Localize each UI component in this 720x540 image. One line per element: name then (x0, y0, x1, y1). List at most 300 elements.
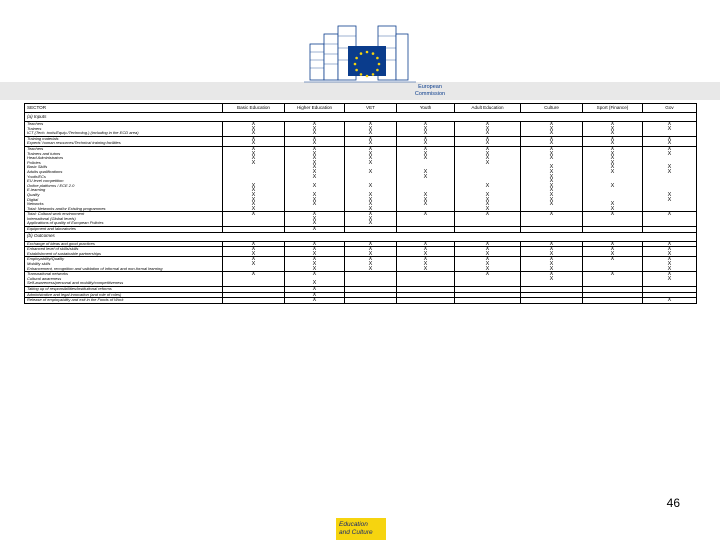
x-mark: X (549, 164, 554, 171)
table-row (25, 257, 697, 272)
row-label: Policies (27, 159, 41, 165)
column-header: VET (345, 104, 397, 113)
x-mark: X (610, 182, 615, 189)
x-mark: X (368, 159, 373, 166)
mark-cell (583, 298, 643, 304)
x-mark: X (368, 256, 373, 263)
x-mark: X (485, 250, 490, 257)
row-label: Digital (27, 196, 39, 202)
x-mark: X (312, 265, 317, 272)
logo-line-2: Commission (414, 90, 446, 97)
x-mark: X (610, 250, 615, 257)
mark-cell (397, 257, 455, 272)
mark-cell (397, 122, 455, 137)
x-mark: X (312, 280, 317, 287)
table-row (25, 122, 697, 137)
x-mark: X (667, 125, 672, 132)
table-row (25, 212, 697, 227)
x-mark: X (667, 256, 672, 263)
row-label: Quality (27, 191, 40, 197)
mark-cell (285, 212, 345, 227)
x-mark: X (549, 261, 554, 268)
section-title: (b) Outcomes (25, 232, 697, 241)
mark-cell (455, 136, 521, 146)
row-label: Enhanced level of skills/skills (27, 246, 79, 252)
x-mark: X (549, 246, 554, 253)
x-mark: X (251, 196, 256, 203)
x-mark: X (423, 196, 428, 203)
mark-cell (583, 136, 643, 146)
row-labels-cell (25, 146, 223, 211)
x-mark: X (549, 250, 554, 257)
x-mark: X (549, 121, 554, 127)
x-mark: X (312, 256, 317, 263)
x-mark: X (610, 140, 615, 147)
x-mark: X (312, 215, 317, 222)
table-row (25, 298, 697, 304)
x-mark: X (251, 201, 256, 208)
empty-mark (457, 227, 518, 232)
x-mark: X (251, 155, 256, 162)
empty-mark (347, 227, 394, 232)
row-labels-cell (25, 136, 223, 146)
x-mark: X (312, 286, 317, 292)
x-mark: X (251, 211, 256, 218)
x-mark: X (549, 256, 554, 263)
x-mark: X (423, 168, 428, 175)
x-mark: X (549, 173, 554, 180)
column-header: Gov (643, 104, 697, 113)
x-mark: X (549, 125, 554, 132)
mark-cell (643, 122, 697, 137)
x-mark: X (610, 246, 615, 253)
column-header: Adult Education (455, 104, 521, 113)
row-label: Trainers (27, 125, 42, 131)
mark-cell (345, 298, 397, 304)
mark-cell (345, 136, 397, 146)
x-mark: X (610, 271, 615, 278)
tag-line-1: Education (339, 521, 368, 528)
x-mark: X (312, 155, 317, 162)
x-mark: X (610, 145, 615, 152)
row-label: Transnational networks (27, 271, 69, 277)
x-mark: X (312, 220, 317, 227)
x-mark: X (251, 130, 256, 137)
row-label: Head Administrators (27, 155, 64, 161)
x-mark: X (667, 191, 672, 198)
x-mark: X (549, 275, 554, 282)
row-label: Establishment of sustainable partnerships (27, 250, 102, 256)
row-label: Enhancement, recognition and validation of informal and non-formal learning (27, 265, 163, 271)
empty-mark (585, 298, 640, 303)
empty-mark (399, 287, 452, 292)
x-mark: X (549, 265, 554, 272)
empty-mark (585, 227, 640, 232)
x-mark: X (423, 130, 428, 137)
row-label: Basic Skills (27, 164, 48, 170)
x-mark: X (251, 140, 256, 147)
x-mark: X (549, 191, 554, 198)
x-mark: X (667, 240, 672, 247)
x-mark: X (549, 201, 554, 208)
x-mark: X (423, 140, 428, 147)
x-mark: X (667, 140, 672, 147)
mark-cell (285, 272, 345, 287)
x-mark: X (667, 164, 672, 171)
x-mark: X (312, 291, 317, 298)
empty-mark (225, 227, 282, 232)
x-mark: X (251, 182, 256, 189)
x-mark: X (312, 211, 317, 218)
x-mark: X (610, 164, 615, 171)
mark-cell (285, 298, 345, 304)
x-mark: X (667, 275, 672, 282)
row-labels-cell (25, 257, 223, 272)
mark-cell (345, 247, 397, 257)
x-mark: X (251, 205, 256, 212)
table-row (25, 272, 697, 287)
mark-cell (455, 298, 521, 304)
row-label: International (Global levels) (27, 215, 76, 221)
x-mark: X (423, 265, 428, 272)
mark-cell (583, 146, 643, 211)
table-header-row (25, 104, 697, 113)
slide-content (24, 103, 696, 304)
x-mark: X (368, 261, 373, 268)
x-mark: X (549, 187, 554, 194)
row-label: Experts' human resources/Technical training facilities (27, 140, 121, 146)
mark-cell (643, 298, 697, 304)
x-mark: X (251, 271, 256, 278)
x-mark: X (423, 191, 428, 198)
x-mark: X (549, 168, 554, 175)
empty-mark (225, 298, 282, 303)
x-mark: X (610, 240, 615, 247)
x-mark: X (312, 196, 317, 203)
x-mark: X (368, 240, 373, 247)
mark-cell (583, 257, 643, 272)
x-mark: X (368, 215, 373, 222)
x-mark: X (549, 130, 554, 137)
x-mark: X (610, 130, 615, 137)
mark-cell (345, 146, 397, 211)
row-label: Employability/Quality (27, 256, 65, 262)
empty-mark (457, 287, 518, 292)
x-mark: X (368, 265, 373, 272)
mark-cell (223, 272, 285, 287)
x-mark: X (549, 140, 554, 147)
mark-cell (345, 122, 397, 137)
x-mark: X (312, 297, 317, 304)
x-mark: X (368, 168, 373, 175)
mark-cell (223, 136, 285, 146)
x-mark: X (485, 196, 490, 203)
mark-cell (583, 272, 643, 287)
x-mark: X (312, 226, 317, 233)
section-title: (a) Inputs (25, 113, 697, 122)
x-mark: X (549, 135, 554, 142)
empty-mark (645, 287, 694, 292)
x-mark: X (251, 246, 256, 253)
x-mark: X (667, 250, 672, 257)
empty-mark (457, 298, 518, 303)
x-mark: X (485, 191, 490, 198)
x-mark: X (312, 182, 317, 189)
mark-cell (455, 247, 521, 257)
mark-cell (583, 212, 643, 227)
mark-cell (397, 298, 455, 304)
x-mark: X (549, 271, 554, 278)
x-mark: X (368, 135, 373, 142)
mark-cell (643, 257, 697, 272)
mark-cell (643, 136, 697, 146)
row-label: Online platforms / ECE 2.0 (27, 182, 75, 188)
mark-cell (223, 122, 285, 137)
x-mark: X (312, 271, 317, 278)
x-mark: X (368, 121, 373, 127)
row-label: E-learning (27, 187, 46, 193)
row-labels-cell (25, 298, 223, 304)
x-mark: X (485, 121, 490, 127)
x-mark: X (312, 261, 317, 268)
x-mark: X (368, 191, 373, 198)
x-mark: X (667, 150, 672, 157)
x-mark: X (667, 246, 672, 253)
x-mark: X (485, 125, 490, 132)
mark-cell (223, 257, 285, 272)
x-mark: X (485, 201, 490, 208)
x-mark: X (549, 178, 554, 185)
empty-mark (399, 227, 452, 232)
x-mark: X (610, 150, 615, 157)
x-mark: X (368, 246, 373, 253)
x-mark: X (610, 205, 615, 212)
x-mark: X (251, 150, 256, 157)
x-mark: X (368, 140, 373, 147)
x-mark: X (549, 145, 554, 152)
x-mark: X (312, 145, 317, 152)
sector-matrix-table (24, 103, 697, 304)
empty-mark (347, 298, 394, 303)
x-mark: X (423, 201, 428, 208)
mark-cell (397, 146, 455, 211)
x-mark: X (368, 211, 373, 218)
x-mark: X (312, 135, 317, 142)
x-mark: X (485, 135, 490, 142)
row-label: Trainers and tutors (27, 150, 61, 156)
mark-cell (455, 272, 521, 287)
table-row (25, 146, 697, 211)
mark-cell (285, 257, 345, 272)
mark-cell (397, 212, 455, 227)
mark-cell (285, 136, 345, 146)
x-mark: X (251, 261, 256, 268)
row-label: Total: Networks and/or Existing programmes (27, 205, 106, 211)
x-mark: X (667, 145, 672, 152)
empty-mark (523, 298, 580, 303)
page-number: 46 (666, 496, 680, 510)
row-labels-cell (25, 122, 223, 137)
mark-cell (223, 247, 285, 257)
x-mark: X (485, 265, 490, 272)
x-mark: X (667, 265, 672, 272)
x-mark: X (312, 191, 317, 198)
x-mark: X (251, 187, 256, 194)
x-mark: X (251, 125, 256, 132)
x-mark: X (312, 121, 317, 127)
x-mark: X (423, 150, 428, 157)
mark-cell (521, 298, 583, 304)
x-mark: X (485, 182, 490, 189)
x-mark: X (312, 246, 317, 253)
x-mark: X (423, 121, 428, 127)
mark-cell (643, 247, 697, 257)
x-mark: X (485, 256, 490, 263)
mark-cell (345, 212, 397, 227)
x-mark: X (312, 150, 317, 157)
x-mark: X (485, 240, 490, 247)
column-header: Sport (Finance) (583, 104, 643, 113)
x-mark: X (549, 196, 554, 203)
x-mark: X (667, 135, 672, 142)
row-label: Total: Cultural work environment (27, 211, 85, 217)
x-mark: X (368, 145, 373, 152)
x-mark: X (368, 182, 373, 189)
mark-cell (285, 122, 345, 137)
x-mark: X (485, 159, 490, 166)
x-mark: X (368, 130, 373, 137)
x-mark: X (610, 159, 615, 166)
mark-cell (521, 136, 583, 146)
x-mark: X (610, 135, 615, 142)
mark-cell (521, 122, 583, 137)
column-header: Higher Education (285, 104, 345, 113)
mark-cell (455, 146, 521, 211)
x-mark: X (251, 121, 256, 127)
x-mark: X (312, 125, 317, 132)
row-label: Networks (27, 201, 44, 207)
x-mark: X (312, 140, 317, 147)
column-header: Basic Education (223, 104, 285, 113)
x-mark: X (549, 155, 554, 162)
row-label: Training materials (27, 136, 59, 141)
x-mark: X (549, 211, 554, 218)
x-mark: X (312, 240, 317, 247)
row-label: Cultural awareness (27, 275, 62, 281)
x-mark: X (312, 201, 317, 208)
empty-mark (523, 227, 580, 232)
mark-cell (397, 272, 455, 287)
row-label: ICT (Tech. tools/Equip./Technolog.) (including in the ECD area) (27, 130, 139, 136)
x-mark: X (251, 135, 256, 142)
mark-cell (521, 146, 583, 211)
column-header: Culture (521, 104, 583, 113)
x-mark: X (368, 201, 373, 208)
logo-wordmark (395, 84, 465, 97)
mark-cell (643, 212, 697, 227)
mark-cell (583, 247, 643, 257)
logo-line-1: European (418, 84, 442, 90)
row-labels-cell (25, 272, 223, 287)
section-row (25, 232, 697, 241)
x-mark: X (485, 155, 490, 162)
x-mark: X (610, 211, 615, 218)
row-label: Youth/ECs (27, 173, 46, 179)
x-mark: X (549, 182, 554, 189)
x-mark: X (312, 164, 317, 171)
mark-cell (521, 247, 583, 257)
mark-cell (345, 272, 397, 287)
row-label: Self-awareness/personal and mobility/competitiveness (27, 280, 124, 286)
empty-mark (225, 287, 282, 292)
x-mark: X (368, 196, 373, 203)
x-mark: X (485, 140, 490, 147)
x-mark: X (368, 205, 373, 212)
x-mark: X (549, 150, 554, 157)
x-mark: X (423, 256, 428, 263)
empty-mark (645, 227, 694, 232)
x-mark: X (251, 250, 256, 257)
x-mark: X (667, 261, 672, 268)
x-mark: X (368, 150, 373, 157)
table-row (25, 136, 697, 146)
x-mark: X (423, 250, 428, 257)
x-mark: X (423, 173, 428, 180)
column-header: Youth (397, 104, 455, 113)
x-mark: X (610, 168, 615, 175)
mark-cell (285, 146, 345, 211)
row-label: Taking up of responsibilities/institutional reforms (27, 286, 112, 291)
x-mark: X (251, 145, 256, 152)
mark-cell (397, 136, 455, 146)
x-mark: X (667, 196, 672, 203)
x-mark: X (485, 145, 490, 152)
x-mark: X (610, 121, 615, 127)
mark-cell (223, 298, 285, 304)
x-mark: X (610, 256, 615, 263)
mark-cell (455, 212, 521, 227)
x-mark: X (485, 130, 490, 137)
x-mark: X (312, 130, 317, 137)
mark-cell (345, 257, 397, 272)
tag-line-2: and Culture (339, 529, 373, 536)
x-mark: X (423, 135, 428, 142)
x-mark: X (368, 220, 373, 227)
x-mark: X (312, 173, 317, 180)
empty-mark (399, 298, 452, 303)
row-label: Teachers (27, 121, 44, 126)
row-label: Teachers (27, 146, 44, 151)
row-label: Release of employability and exit in the Fonds of Work (27, 297, 124, 303)
mark-cell (223, 146, 285, 211)
x-mark: X (610, 155, 615, 162)
table-body (25, 113, 697, 304)
x-mark: X (251, 256, 256, 263)
x-mark: X (610, 125, 615, 132)
row-label: Equipment and laboratories (27, 226, 76, 232)
x-mark: X (667, 271, 672, 278)
x-mark: X (423, 125, 428, 132)
empty-mark (347, 287, 394, 292)
mark-cell (583, 122, 643, 137)
row-label: Administrative and legal innovation (and role of roles) (27, 292, 122, 297)
section-row (25, 113, 697, 122)
x-mark: X (251, 191, 256, 198)
row-labels-cell (25, 247, 223, 257)
x-mark: X (485, 205, 490, 212)
x-mark: X (485, 261, 490, 268)
x-mark: X (423, 155, 428, 162)
